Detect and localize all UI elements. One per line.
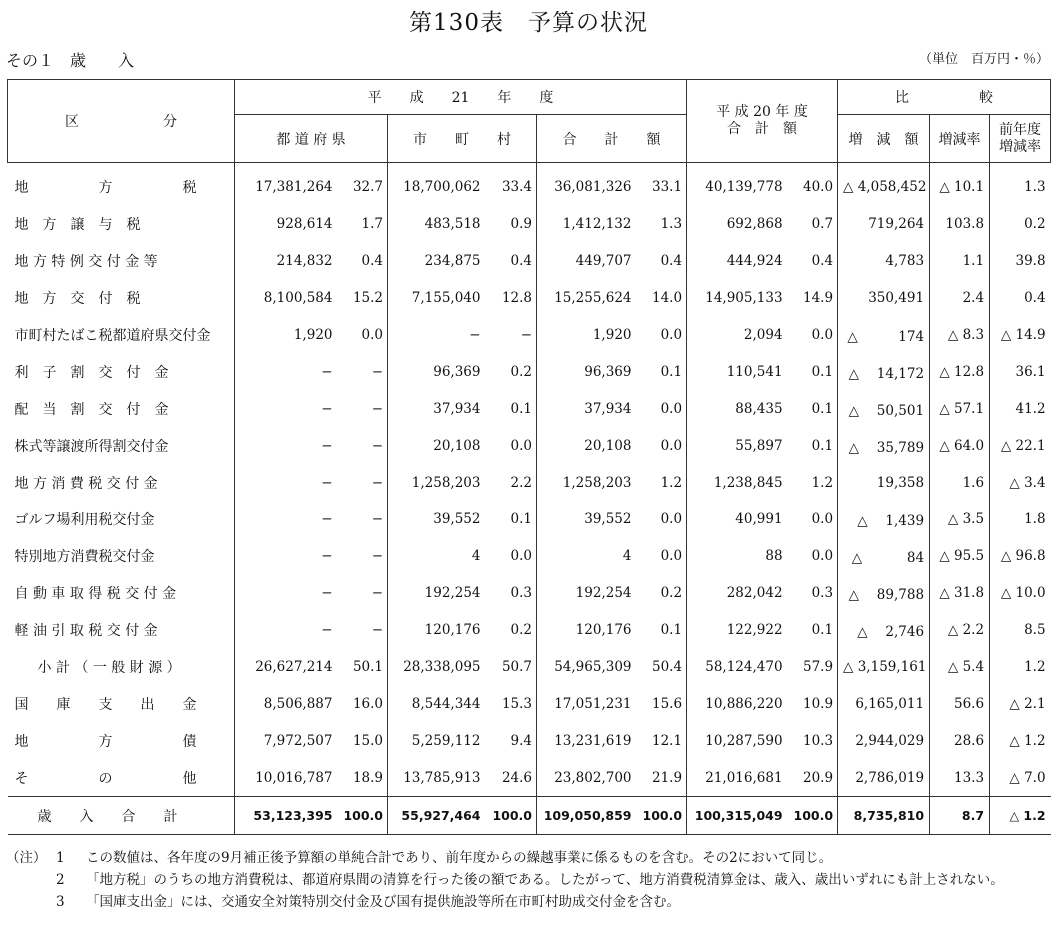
cell-h20: 88 <box>765 548 783 565</box>
cell-h20-pct: 0.1 <box>788 612 838 649</box>
cell-rate: △ 3.5 <box>930 501 990 538</box>
cell-chg: 19,358 <box>838 464 930 501</box>
cell-prev: △ 7.0 <box>1009 769 1046 786</box>
cell-total: 17,051,231 <box>554 695 632 712</box>
table-row <box>8 163 1051 206</box>
cell-pref-pct: 100.0 <box>338 797 388 835</box>
table-row <box>8 538 1051 575</box>
cell-muni: 5,259,112 <box>411 732 481 749</box>
row-label: 特別地方消費税交付金 <box>8 538 235 575</box>
cell-prev: △ 14.9 <box>1000 327 1046 343</box>
cell-chg: △ 84 <box>838 538 930 575</box>
table-row <box>8 501 1051 538</box>
cell-total-pct: 1.2 <box>637 464 687 501</box>
cell-rate: △ 2.2 <box>930 612 990 649</box>
cell-total-pct: 0.0 <box>637 427 687 464</box>
cell-rate: 28.6 <box>930 722 990 759</box>
note-text: 「国庫支出金」には、交通安全対策特別交付金及び国有提供施設等所在市町村助成交付金を含む。 <box>86 894 680 910</box>
cell-h20: 2,094 <box>743 327 783 343</box>
cell-pref-pct: − <box>338 353 388 390</box>
cell-prev: △ 96.8 <box>1000 548 1046 565</box>
cell-pref: − <box>235 353 338 390</box>
row-label: 国 庫 支 出 金 <box>8 685 235 722</box>
note-number: 3 <box>56 894 65 910</box>
cell-pref: − <box>235 501 338 538</box>
table-row <box>8 759 1051 796</box>
cell-chg: △ 2,746 <box>838 612 930 649</box>
cell-h20: 282,042 <box>726 585 783 602</box>
cell-chg: 2,944,029 <box>838 722 930 759</box>
cell-muni: − <box>469 327 481 343</box>
cell-total-pct: 15.6 <box>637 685 687 722</box>
cell-total-pct: 0.4 <box>637 243 687 280</box>
cell-h20-pct: 0.3 <box>788 575 838 612</box>
cell-prev: 1.2 <box>1024 659 1046 676</box>
cell-pref-pct: 15.0 <box>338 722 388 759</box>
header-prev-change-rate-line1: 前年度 <box>999 121 1042 138</box>
cell-total-pct: 0.1 <box>637 353 687 390</box>
cell-muni-pct: 100.0 <box>486 797 537 835</box>
header-division: 区 分 <box>8 80 235 163</box>
header-heisei20-line1: 平 成 20 年 度 <box>716 104 808 120</box>
cell-h20-pct: 0.1 <box>788 427 838 464</box>
cell-muni-pct: 33.4 <box>486 163 537 206</box>
cell-rate: △ 31.8 <box>930 575 990 612</box>
header-heisei21: 平 成 21 年 度 <box>235 80 687 115</box>
cell-muni-pct: 0.2 <box>486 353 537 390</box>
cell-total-pct: 0.1 <box>637 612 687 649</box>
cell-total: 37,934 <box>584 400 632 417</box>
cell-h20-pct: 40.0 <box>788 163 838 206</box>
cell-chg: △ 4,058,452 <box>838 163 930 206</box>
cell-rate: △ 57.1 <box>930 390 990 427</box>
cell-h20-pct: 10.9 <box>788 685 838 722</box>
cell-total: 120,176 <box>575 622 632 639</box>
cell-h20: 122,922 <box>726 622 783 639</box>
cell-h20-pct: 100.0 <box>788 797 838 835</box>
cell-total: 449,707 <box>575 253 632 270</box>
cell-total-pct: 50.4 <box>637 649 687 686</box>
header-heisei20 <box>687 80 838 163</box>
row-label: 小 計 （ 一 般 財 源 ） <box>8 649 235 686</box>
cell-muni-pct: 0.1 <box>486 390 537 427</box>
budget-table <box>7 79 1051 835</box>
unit-label: （単位 百万円・％） <box>918 52 1049 67</box>
cell-chg: △ 89,788 <box>838 575 930 612</box>
note-1 <box>6 847 1052 869</box>
cell-pref: 10,016,787 <box>235 759 338 796</box>
table-row <box>8 722 1051 759</box>
cell-h20-pct: 14.9 <box>788 280 838 317</box>
table-row <box>8 390 1051 427</box>
cell-muni-pct: 0.2 <box>486 612 537 649</box>
cell-total-pct: 100.0 <box>637 797 687 835</box>
cell-chg: 8,735,810 <box>838 797 930 835</box>
cell-h20: 100,315,049 <box>687 797 788 835</box>
table-row <box>8 427 1051 464</box>
cell-total: 54,965,309 <box>554 659 632 676</box>
cell-total-pct: 21.9 <box>637 759 687 796</box>
cell-prev: 36.1 <box>1015 363 1046 380</box>
row-label: 自 動 車 取 得 税 交 付 金 <box>8 575 235 612</box>
cell-total: 4 <box>622 548 632 565</box>
cell-pref: 214,832 <box>235 243 338 280</box>
cell-pref: 1,920 <box>235 317 338 354</box>
cell-pref-pct: 16.0 <box>338 685 388 722</box>
cell-total-pct: 14.0 <box>637 280 687 317</box>
table-row <box>8 612 1051 649</box>
header-municipalities: 市 町 村 <box>388 115 537 163</box>
cell-rate: 13.3 <box>930 759 990 796</box>
cell-prev: 8.5 <box>1024 622 1046 639</box>
cell-rate: △ 95.5 <box>930 538 990 575</box>
cell-pref: − <box>235 612 338 649</box>
row-label: そ の 他 <box>8 759 235 796</box>
cell-muni-pct: 0.4 <box>486 243 537 280</box>
cell-h20-pct: 20.9 <box>788 759 838 796</box>
cell-total: 1,258,203 <box>562 474 632 491</box>
cell-rate: 56.6 <box>930 685 990 722</box>
table-row <box>8 575 1051 612</box>
header-change-rate: 増減率 <box>930 115 990 163</box>
cell-pref-pct: 18.9 <box>338 759 388 796</box>
row-label: 株式等譲渡所得割交付金 <box>8 427 235 464</box>
cell-prev: 0.2 <box>1024 216 1046 233</box>
cell-pref: − <box>235 464 338 501</box>
row-label: 軽 油 引 取 税 交 付 金 <box>8 612 235 649</box>
cell-prev: △ 1.2 <box>1009 732 1046 749</box>
cell-prev: 41.2 <box>1015 400 1046 417</box>
cell-h20-pct: 0.0 <box>788 538 838 575</box>
cell-pref-pct: 0.4 <box>338 243 388 280</box>
cell-prev: △ 22.1 <box>1000 437 1046 454</box>
cell-h20: 14,905,133 <box>705 290 783 307</box>
cell-pref-pct: 50.1 <box>338 649 388 686</box>
cell-total: 23,802,700 <box>554 769 632 786</box>
note-2 <box>6 869 1052 891</box>
cell-total-pct: 0.2 <box>637 575 687 612</box>
cell-h20: 1,238,845 <box>713 474 783 491</box>
cell-h20: 10,886,220 <box>705 695 783 712</box>
cell-h20: 40,991 <box>735 511 783 528</box>
table-row <box>8 685 1051 722</box>
cell-total: 1,920 <box>592 327 632 343</box>
header-prev-change-rate <box>990 115 1051 163</box>
cell-total: 96,369 <box>584 363 632 380</box>
cell-muni-pct: 0.3 <box>486 575 537 612</box>
cell-rate: △ 12.8 <box>930 353 990 390</box>
cell-total: 20,108 <box>584 437 632 454</box>
cell-muni: 234,875 <box>424 253 481 270</box>
cell-h20: 58,124,470 <box>705 659 783 676</box>
cell-prev: 39.8 <box>1015 253 1046 270</box>
cell-chg: △ 14,172 <box>838 353 930 390</box>
cell-pref: 928,614 <box>235 206 338 243</box>
row-label: 地 方 税 <box>8 163 235 206</box>
header-prefectures: 都 道 府 県 <box>235 115 388 163</box>
cell-muni-pct: 2.2 <box>486 464 537 501</box>
cell-h20: 692,868 <box>726 216 783 233</box>
cell-muni: 18,700,062 <box>403 179 481 196</box>
cell-total: 39,552 <box>584 511 632 528</box>
cell-pref: − <box>235 390 338 427</box>
cell-rate: 1.1 <box>930 243 990 280</box>
table-row <box>8 206 1051 243</box>
cell-rate: △ 64.0 <box>930 427 990 464</box>
header-prev-change-rate-line2: 増減率 <box>999 138 1042 155</box>
cell-h20: 10,287,590 <box>705 732 783 749</box>
cell-pref: 7,972,507 <box>235 722 338 759</box>
cell-prev: 1.8 <box>1024 511 1046 528</box>
cell-chg: △ 50,501 <box>838 390 930 427</box>
cell-pref: 17,381,264 <box>235 163 338 206</box>
cell-pref: 53,123,395 <box>235 797 338 835</box>
note-number: 1 <box>56 850 65 866</box>
cell-pref: 26,627,214 <box>235 649 338 686</box>
cell-h20-pct: 0.0 <box>788 317 838 354</box>
table-title: 第130表 予算の状況 <box>409 10 648 36</box>
section-subtitle: その１ 歳 入 <box>6 51 135 70</box>
cell-rate: △ 8.3 <box>930 317 990 354</box>
cell-muni: 192,254 <box>424 585 481 602</box>
cell-h20-pct: 10.3 <box>788 722 838 759</box>
cell-muni: 13,785,913 <box>403 769 481 786</box>
note-number: 2 <box>56 872 65 888</box>
cell-muni-pct: − <box>486 317 537 354</box>
row-label: 地 方 特 例 交 付 金 等 <box>8 243 235 280</box>
cell-chg: 350,491 <box>838 280 930 317</box>
cell-h20-pct: 1.2 <box>788 464 838 501</box>
cell-prev: △ 1.2 <box>990 797 1051 835</box>
cell-rate: 2.4 <box>930 280 990 317</box>
cell-pref-pct: 0.0 <box>338 317 388 354</box>
row-label: 市町村たばこ税都道府県交付金 <box>8 317 235 354</box>
cell-chg: 2,786,019 <box>838 759 930 796</box>
cell-muni-pct: 50.7 <box>486 649 537 686</box>
cell-pref-pct: − <box>338 575 388 612</box>
cell-h20-pct: 0.1 <box>788 353 838 390</box>
cell-pref-pct: − <box>338 501 388 538</box>
cell-h20: 88,435 <box>735 400 783 417</box>
cell-rate: △ 10.1 <box>930 163 990 206</box>
note-text: 「地方税」のうちの地方消費税は、都道府県間の清算を行った後の額である。したがって、地方消費税清算金は、歳入、歳出いずれにも計上されない。 <box>86 872 1004 888</box>
cell-rate: 1.6 <box>930 464 990 501</box>
cell-total-pct: 1.3 <box>637 206 687 243</box>
header-comparison: 比 較 <box>838 80 1051 115</box>
cell-h20: 444,924 <box>726 253 783 270</box>
cell-rate: 8.7 <box>930 797 990 835</box>
cell-pref: − <box>235 575 338 612</box>
cell-total: 15,255,624 <box>554 290 632 307</box>
cell-pref-pct: − <box>338 427 388 464</box>
row-label: ゴルフ場利用税交付金 <box>8 501 235 538</box>
cell-total-pct: 0.0 <box>637 501 687 538</box>
cell-muni: 55,927,464 <box>388 797 486 835</box>
table-row <box>8 243 1051 280</box>
cell-prev: 1.3 <box>1024 179 1046 196</box>
cell-total: 109,050,859 <box>537 797 637 835</box>
cell-pref-pct: − <box>338 464 388 501</box>
cell-h20-pct: 0.7 <box>788 206 838 243</box>
row-label: 地 方 債 <box>8 722 235 759</box>
cell-muni-pct: 9.4 <box>486 722 537 759</box>
cell-muni-pct: 0.1 <box>486 501 537 538</box>
header-change-amount: 増 減 額 <box>838 115 930 163</box>
cell-pref-pct: − <box>338 612 388 649</box>
cell-muni-pct: 0.9 <box>486 206 537 243</box>
cell-h20: 110,541 <box>726 363 783 380</box>
cell-total-pct: 0.0 <box>637 538 687 575</box>
row-label: 配 当 割 交 付 金 <box>8 390 235 427</box>
cell-muni: 7,155,040 <box>411 290 481 307</box>
cell-prev: △ 3.4 <box>1009 474 1046 491</box>
cell-muni: 8,544,344 <box>411 695 481 712</box>
cell-pref: − <box>235 427 338 464</box>
cell-total-pct: 0.0 <box>637 390 687 427</box>
notes <box>6 847 1052 913</box>
cell-h20: 21,016,681 <box>705 769 783 786</box>
cell-muni: 20,108 <box>433 437 481 454</box>
cell-muni: 1,258,203 <box>411 474 481 491</box>
cell-muni: 96,369 <box>433 363 481 380</box>
table-row <box>8 353 1051 390</box>
cell-total-pct: 0.0 <box>637 317 687 354</box>
cell-prev: △ 2.1 <box>1009 695 1046 712</box>
cell-prev: 0.4 <box>1024 290 1046 307</box>
cell-pref: 8,100,584 <box>235 280 338 317</box>
cell-prev: △ 10.0 <box>1000 585 1046 602</box>
row-label: 地 方 消 費 税 交 付 金 <box>8 464 235 501</box>
cell-pref-pct: 15.2 <box>338 280 388 317</box>
header-total: 合 計 額 <box>537 115 687 163</box>
cell-muni: 120,176 <box>424 622 481 639</box>
cell-pref-pct: − <box>338 390 388 427</box>
cell-chg: △ 174 <box>838 317 930 354</box>
note-3 <box>6 891 1052 913</box>
cell-total: 13,231,619 <box>554 732 632 749</box>
cell-h20-pct: 0.1 <box>788 390 838 427</box>
cell-total: 192,254 <box>575 585 632 602</box>
cell-h20-pct: 0.0 <box>788 501 838 538</box>
note-text: この数値は、各年度の9月補正後予算額の単純合計であり、前年度からの繰越事業に係るものを含む。その2において同じ。 <box>86 850 833 866</box>
header-heisei20-line2: 合 計 額 <box>727 121 798 137</box>
cell-h20-pct: 57.9 <box>788 649 838 686</box>
table-row <box>8 649 1051 686</box>
cell-chg: △ 1,439 <box>838 501 930 538</box>
cell-chg: △ 35,789 <box>838 427 930 464</box>
cell-rate: △ 5.4 <box>930 649 990 686</box>
row-label: 地 方 交 付 税 <box>8 280 235 317</box>
cell-chg: △ 3,159,161 <box>838 649 930 686</box>
cell-chg: 719,264 <box>838 206 930 243</box>
row-label: 地 方 譲 与 税 <box>8 206 235 243</box>
cell-muni-pct: 12.8 <box>486 280 537 317</box>
cell-muni-pct: 15.3 <box>486 685 537 722</box>
cell-pref: 8,506,887 <box>235 685 338 722</box>
cell-muni: 483,518 <box>424 216 481 233</box>
table-row <box>8 464 1051 501</box>
cell-muni-pct: 0.0 <box>486 427 537 464</box>
cell-muni: 4 <box>471 548 481 565</box>
total-row <box>8 797 1051 835</box>
cell-total: 36,081,326 <box>554 179 632 196</box>
cell-total-pct: 33.1 <box>637 163 687 206</box>
cell-chg: 4,783 <box>838 243 930 280</box>
cell-muni: 37,934 <box>433 400 481 417</box>
row-label: 歳 入 合 計 <box>8 797 235 835</box>
table-row <box>8 280 1051 317</box>
cell-muni: 28,338,095 <box>403 659 481 676</box>
cell-pref-pct: − <box>338 538 388 575</box>
cell-rate: 103.8 <box>930 206 990 243</box>
cell-muni-pct: 24.6 <box>486 759 537 796</box>
cell-total: 1,412,132 <box>562 216 632 233</box>
notes-prefix: （注） <box>6 850 47 866</box>
cell-pref-pct: 1.7 <box>338 206 388 243</box>
row-label: 利 子 割 交 付 金 <box>8 353 235 390</box>
cell-h20-pct: 0.4 <box>788 243 838 280</box>
cell-muni-pct: 0.0 <box>486 538 537 575</box>
cell-muni: 39,552 <box>433 511 481 528</box>
cell-pref: − <box>235 538 338 575</box>
cell-chg: 6,165,011 <box>838 685 930 722</box>
cell-h20: 55,897 <box>735 437 783 454</box>
cell-h20: 40,139,778 <box>705 179 783 196</box>
cell-pref-pct: 32.7 <box>338 163 388 206</box>
table-row <box>8 317 1051 354</box>
cell-total-pct: 12.1 <box>637 722 687 759</box>
